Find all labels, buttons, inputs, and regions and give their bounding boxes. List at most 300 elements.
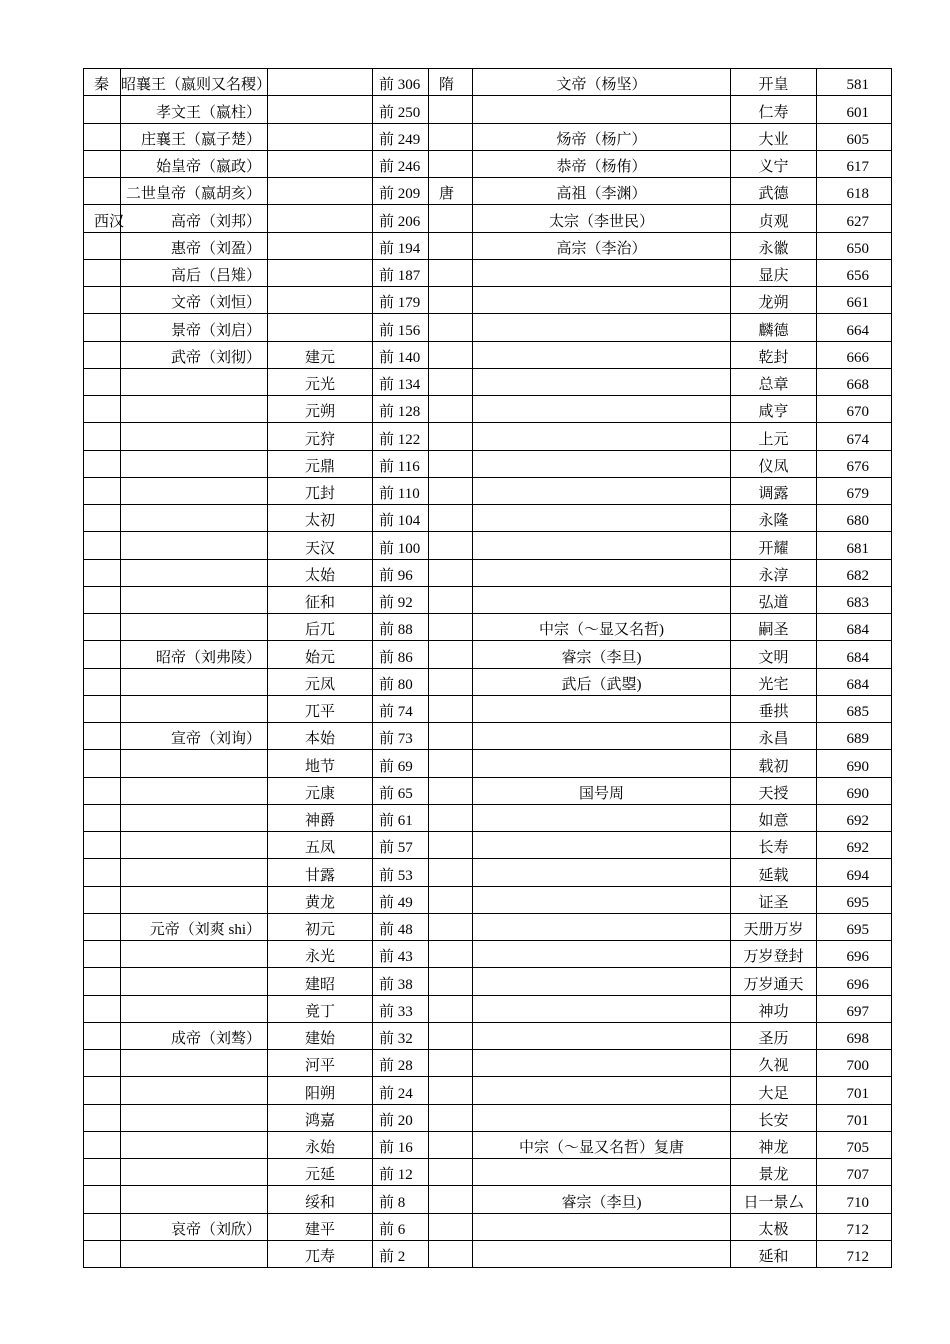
year-cell	[373, 532, 429, 559]
dynasty-cell-text	[439, 1140, 472, 1158]
year-cell-text: 前 92	[379, 595, 413, 611]
emperor-cell	[473, 423, 731, 450]
dynasty-cell-text	[94, 377, 120, 395]
table-row	[84, 586, 892, 613]
era-name-cell-text: 兀封	[304, 486, 335, 502]
era-name-cell	[731, 804, 817, 831]
dynasty-cell	[429, 450, 473, 477]
emperor-cell	[473, 450, 731, 477]
table-row	[84, 859, 892, 886]
dynasty-cell-text	[94, 622, 120, 640]
emperor-cell	[473, 287, 731, 314]
emperor-cell	[473, 1213, 731, 1240]
era-name-cell-text	[268, 132, 372, 150]
era-name-cell-text: 建平	[304, 1221, 335, 1238]
dynasty-cell	[429, 341, 473, 368]
era-name-cell	[731, 450, 817, 477]
dynasty-cell	[84, 1159, 121, 1186]
dynasty-cell-text	[94, 295, 120, 313]
era-name-cell	[268, 586, 373, 613]
era-name-cell	[731, 341, 817, 368]
dynasty-cell	[84, 1050, 121, 1077]
era-name-cell-text: 元鼎	[304, 458, 335, 475]
emperor-cell-text: 景帝（刘启）	[170, 322, 261, 339]
year-cell	[817, 532, 892, 559]
era-name-cell	[268, 1022, 373, 1049]
era-name-cell-text: 万岁通天	[743, 976, 804, 993]
dynasty-cell-text: 唐	[439, 186, 455, 203]
era-name-cell-text: 鸿嘉	[304, 1112, 335, 1129]
dynasty-cell	[84, 123, 121, 150]
emperor-cell	[473, 641, 731, 668]
year-cell-text: 682	[846, 567, 869, 584]
year-cell-text: 前 179	[379, 295, 421, 312]
table-row	[84, 1022, 892, 1049]
emperor-cell-text: 哀帝（刘欣）	[170, 1221, 261, 1238]
emperor-cell	[473, 695, 731, 722]
dynasty-cell-text	[94, 922, 120, 940]
table-row	[84, 1186, 892, 1213]
year-cell-text: 前 73	[379, 731, 413, 748]
era-name-cell	[731, 69, 817, 96]
emperor-cell-text	[121, 404, 261, 422]
dynasty-cell-text	[439, 486, 472, 504]
era-name-cell-text: 永隆	[758, 513, 789, 530]
dynasty-cell	[429, 314, 473, 341]
emperor-cell	[473, 1131, 731, 1158]
era-name-cell-text: 调露	[758, 486, 789, 502]
dynasty-cell-text	[439, 1167, 472, 1185]
dynasty-cell-text	[94, 813, 120, 831]
emperor-cell-text	[473, 595, 730, 613]
dynasty-cell	[84, 287, 121, 314]
era-name-cell-text: 开皇	[758, 77, 789, 94]
dynasty-cell-text	[94, 268, 120, 286]
dynasty-cell-text	[94, 105, 120, 123]
dynasty-cell-text	[94, 1058, 120, 1076]
dynasty-cell-text	[439, 731, 472, 749]
year-cell	[817, 941, 892, 968]
year-cell	[373, 1240, 429, 1267]
year-cell	[817, 1022, 892, 1049]
dynasty-cell-text	[94, 759, 120, 777]
emperor-cell-text	[473, 1004, 730, 1022]
era-name-cell	[731, 205, 817, 232]
table-row	[84, 641, 892, 668]
emperor-cell-text	[121, 759, 261, 777]
era-name-cell	[731, 1159, 817, 1186]
dynasty-cell	[84, 314, 121, 341]
era-name-cell	[731, 995, 817, 1022]
dynasty-cell-text	[439, 595, 472, 613]
era-name-cell-text: 太极	[758, 1221, 789, 1238]
year-cell-text: 710	[846, 1194, 869, 1211]
era-name-cell	[268, 1077, 373, 1104]
dynasty-cell	[429, 832, 473, 859]
year-cell-text: 695	[846, 894, 869, 911]
era-name-cell	[731, 641, 817, 668]
dynasty-cell	[429, 178, 473, 205]
dynasty-cell-text	[439, 1195, 472, 1213]
year-cell-text: 前 104	[379, 513, 421, 530]
era-name-cell-text: 证圣	[758, 894, 789, 911]
dynasty-cell-text	[439, 214, 472, 232]
emperor-cell	[473, 586, 731, 613]
year-cell-text: 605	[846, 131, 869, 148]
dynasty-cell-text	[439, 241, 472, 259]
year-cell	[373, 641, 429, 668]
era-name-cell	[268, 1159, 373, 1186]
emperor-cell-text: 国号周	[578, 785, 624, 802]
year-cell-text: 617	[846, 159, 869, 175]
era-name-cell-text: 阳朔	[304, 1085, 335, 1102]
year-cell-text: 前 206	[379, 213, 421, 230]
table-row	[84, 1050, 892, 1077]
era-name-cell	[268, 450, 373, 477]
era-name-cell	[731, 913, 817, 940]
era-name-cell	[731, 259, 817, 286]
era-name-cell	[268, 368, 373, 395]
era-name-cell-text: 麟德	[758, 322, 789, 339]
dynasty-cell-text	[439, 541, 472, 559]
year-cell-text: 前 116	[379, 458, 420, 475]
dynasty-cell	[429, 69, 473, 96]
emperor-cell-text	[473, 1249, 730, 1267]
dynasty-cell-text	[94, 704, 120, 722]
emperor-cell-text	[121, 1195, 261, 1213]
year-cell	[373, 232, 429, 259]
table-row	[84, 287, 892, 314]
table-row	[84, 232, 892, 259]
year-cell	[817, 641, 892, 668]
year-cell	[817, 668, 892, 695]
emperor-cell	[473, 1050, 731, 1077]
table-row	[84, 69, 892, 96]
year-cell-text: 前 57	[379, 840, 413, 857]
era-name-cell	[268, 614, 373, 641]
year-cell	[373, 69, 429, 96]
year-cell-text: 679	[846, 486, 869, 502]
emperor-cell-text: 始皇帝（嬴政）	[155, 159, 261, 175]
year-cell-text: 697	[846, 1003, 869, 1020]
emperor-cell	[473, 750, 731, 777]
emperor-cell	[121, 396, 268, 423]
table-row	[84, 832, 892, 859]
era-name-cell-text: 神爵	[304, 813, 335, 829]
era-name-cell	[268, 968, 373, 995]
dynasty-cell	[429, 1240, 473, 1267]
year-cell-text: 694	[846, 867, 869, 884]
year-cell-text: 前 69	[379, 758, 413, 775]
dynasty-cell-text	[94, 323, 120, 341]
year-cell-text: 683	[846, 595, 869, 611]
era-name-cell-text: 龙朔	[758, 295, 789, 312]
era-name-cell-text: 元狩	[304, 431, 335, 448]
year-cell	[817, 1131, 892, 1158]
year-cell	[817, 723, 892, 750]
year-cell	[373, 505, 429, 532]
era-name-cell	[731, 859, 817, 886]
year-cell	[373, 832, 429, 859]
era-name-cell	[268, 314, 373, 341]
emperor-cell	[473, 532, 731, 559]
year-cell-text: 前 194	[379, 240, 421, 257]
emperor-cell	[121, 205, 268, 232]
dynasty-cell-text	[439, 1086, 472, 1104]
era-name-cell-text: 神功	[758, 1003, 789, 1020]
year-cell	[817, 995, 892, 1022]
year-cell-text: 前 2	[379, 1249, 406, 1265]
year-cell-text: 692	[846, 813, 869, 829]
era-name-cell	[268, 532, 373, 559]
emperor-cell-text: 高帝（刘邦）	[170, 213, 261, 230]
emperor-cell	[473, 205, 731, 232]
year-cell-text: 670	[846, 404, 869, 421]
era-name-cell	[268, 1050, 373, 1077]
dynasty-cell	[84, 586, 121, 613]
year-cell-text: 前 43	[379, 949, 413, 966]
dynasty-cell-text	[94, 1113, 120, 1131]
year-cell	[817, 1104, 892, 1131]
dynasty-cell	[84, 641, 121, 668]
table-row	[84, 968, 892, 995]
dynasty-cell-text	[439, 840, 472, 858]
dynasty-cell	[84, 505, 121, 532]
era-name-cell	[731, 287, 817, 314]
dynasty-cell	[429, 1159, 473, 1186]
emperor-cell-text	[121, 568, 261, 586]
year-cell	[373, 341, 429, 368]
dynasty-cell-text: 秦	[94, 77, 110, 94]
era-name-cell	[731, 695, 817, 722]
year-cell-text: 698	[846, 1031, 869, 1047]
dynasty-cell-text	[439, 1031, 472, 1049]
year-cell-text: 前 122	[379, 431, 421, 448]
table-row	[84, 423, 892, 450]
emperor-cell-text	[473, 977, 730, 995]
year-cell-text: 689	[846, 731, 869, 748]
era-name-cell	[731, 1022, 817, 1049]
emperor-cell	[121, 668, 268, 695]
table-row	[84, 150, 892, 177]
year-cell	[373, 123, 429, 150]
table-row	[84, 1077, 892, 1104]
era-name-cell-text: 地节	[304, 758, 335, 775]
dynasty-cell	[84, 695, 121, 722]
emperor-cell-text	[121, 1140, 261, 1158]
emperor-cell-text: 昭襄王（嬴则又名稷）	[121, 77, 272, 94]
emperor-cell	[473, 477, 731, 504]
table-row	[84, 1104, 892, 1131]
emperor-cell-text	[473, 541, 730, 559]
year-cell	[373, 314, 429, 341]
era-name-cell-text: 如意	[758, 813, 789, 829]
year-cell-text: 664	[846, 322, 869, 339]
dynasty-cell	[84, 368, 121, 395]
era-name-cell-text: 永光	[304, 949, 335, 966]
emperor-cell-text	[473, 513, 730, 531]
era-name-cell	[731, 941, 817, 968]
emperor-cell	[473, 123, 731, 150]
year-cell-text: 前 20	[379, 1112, 413, 1129]
year-cell	[817, 832, 892, 859]
dynasty-cell-text	[94, 1031, 120, 1049]
dynasty-cell-text	[439, 459, 472, 477]
era-name-cell	[268, 750, 373, 777]
dynasty-cell-text	[439, 132, 472, 150]
table-row	[84, 995, 892, 1022]
emperor-cell-text: 高宗（李治）	[556, 240, 647, 257]
year-cell	[373, 804, 429, 831]
emperor-cell	[121, 259, 268, 286]
dynasty-cell	[84, 614, 121, 641]
year-cell-text: 前 100	[379, 540, 421, 557]
dynasty-cell	[84, 1104, 121, 1131]
dynasty-cell-text	[94, 432, 120, 450]
emperor-cell-text	[473, 105, 730, 123]
emperor-cell	[121, 1159, 268, 1186]
year-cell	[817, 559, 892, 586]
emperor-cell	[473, 1022, 731, 1049]
emperor-cell	[473, 178, 731, 205]
dynasty-cell	[84, 668, 121, 695]
emperor-cell	[121, 859, 268, 886]
dynasty-cell	[429, 559, 473, 586]
dynasty-cell-text: 隋	[439, 77, 455, 94]
year-cell	[373, 668, 429, 695]
emperor-cell	[473, 559, 731, 586]
dynasty-cell-text: 西汉	[94, 213, 125, 230]
emperor-cell-text: 昭帝（刘弗陵）	[155, 649, 261, 666]
era-name-cell-text	[268, 77, 372, 95]
era-name-cell-text	[268, 159, 372, 177]
emperor-cell	[121, 1104, 268, 1131]
era-name-cell-text: 永淳	[758, 567, 789, 584]
year-cell	[817, 178, 892, 205]
year-cell	[373, 1050, 429, 1077]
emperor-cell-text	[473, 459, 730, 477]
dynasty-cell-text	[439, 105, 472, 123]
year-cell	[373, 941, 429, 968]
emperor-cell-text	[121, 377, 261, 395]
era-name-cell	[731, 396, 817, 423]
emperor-cell	[121, 941, 268, 968]
era-name-cell	[731, 559, 817, 586]
dynasty-cell	[84, 777, 121, 804]
emperor-cell-text: 文帝（刘恒）	[170, 295, 261, 312]
emperor-cell-text	[121, 1004, 261, 1022]
table-row	[84, 695, 892, 722]
dynasty-cell	[429, 968, 473, 995]
dynasty-cell-text	[94, 132, 120, 150]
year-cell	[373, 450, 429, 477]
emperor-cell-text: 武帝（刘彻）	[170, 349, 261, 366]
era-name-cell-text: 垂拱	[758, 704, 789, 720]
year-cell	[817, 695, 892, 722]
dynasty-cell-text	[439, 759, 472, 777]
emperor-cell-text	[473, 1113, 730, 1131]
emperor-cell-text	[121, 868, 261, 886]
emperor-cell	[473, 1186, 731, 1213]
emperor-cell-text	[473, 1031, 730, 1049]
dynasty-cell-text	[439, 159, 472, 177]
era-name-cell-text: 始元	[304, 649, 335, 666]
emperor-cell-text	[473, 731, 730, 749]
era-name-cell-text: 长安	[758, 1112, 789, 1129]
dynasty-cell	[84, 1213, 121, 1240]
era-name-cell-text: 绥和	[304, 1194, 335, 1211]
dynasty-cell-text	[94, 159, 120, 177]
table-row	[84, 1213, 892, 1240]
emperor-cell	[473, 723, 731, 750]
year-cell-text: 712	[846, 1249, 869, 1265]
year-cell-text: 627	[846, 213, 869, 230]
era-name-cell-text: 建元	[304, 349, 335, 366]
table-row	[84, 396, 892, 423]
dynasty-cell	[429, 941, 473, 968]
era-name-cell	[731, 1186, 817, 1213]
emperor-cell	[473, 913, 731, 940]
dynasty-cell-text	[439, 650, 472, 668]
dynasty-cell	[84, 750, 121, 777]
emperor-cell-text	[121, 432, 261, 450]
dynasty-cell	[84, 477, 121, 504]
emperor-cell	[121, 750, 268, 777]
dynasty-cell-text	[94, 977, 120, 995]
dynasty-cell-text	[94, 404, 120, 422]
dynasty-cell	[84, 995, 121, 1022]
dynasty-cell-text	[439, 949, 472, 967]
dynasty-cell	[429, 96, 473, 123]
table-row	[84, 750, 892, 777]
year-cell-text: 前 61	[379, 813, 413, 829]
dynasty-cell-text	[439, 895, 472, 913]
dynasty-cell-text	[439, 1222, 472, 1240]
emperor-cell-text	[473, 1222, 730, 1240]
dynasty-cell	[429, 532, 473, 559]
year-cell-text: 前 8	[379, 1194, 406, 1211]
era-name-cell-text: 兀寿	[304, 1249, 335, 1265]
year-cell	[373, 396, 429, 423]
emperor-cell-text: 宣帝（刘询）	[170, 731, 261, 748]
year-cell-text: 601	[846, 104, 869, 121]
emperor-cell	[473, 995, 731, 1022]
emperor-cell-text	[473, 568, 730, 586]
era-name-cell-text: 永徽	[758, 240, 789, 257]
emperor-cell	[121, 477, 268, 504]
year-cell	[817, 477, 892, 504]
dynasty-cell	[84, 559, 121, 586]
dynasty-cell	[429, 913, 473, 940]
table-row	[84, 505, 892, 532]
era-name-cell-text: 大业	[758, 131, 789, 148]
year-cell	[817, 1186, 892, 1213]
emperor-cell	[121, 423, 268, 450]
dynasty-cell	[84, 968, 121, 995]
era-name-cell	[268, 804, 373, 831]
year-cell-text: 701	[846, 1112, 869, 1129]
year-cell-text: 前 24	[379, 1085, 413, 1102]
emperor-cell-text	[121, 513, 261, 531]
era-name-cell	[731, 750, 817, 777]
dynasty-cell-text	[94, 595, 120, 613]
emperor-cell	[121, 695, 268, 722]
dynasty-cell-text	[439, 1058, 472, 1076]
era-name-cell	[268, 232, 373, 259]
era-name-cell-text	[268, 295, 372, 313]
year-cell	[373, 1022, 429, 1049]
era-name-cell	[268, 723, 373, 750]
